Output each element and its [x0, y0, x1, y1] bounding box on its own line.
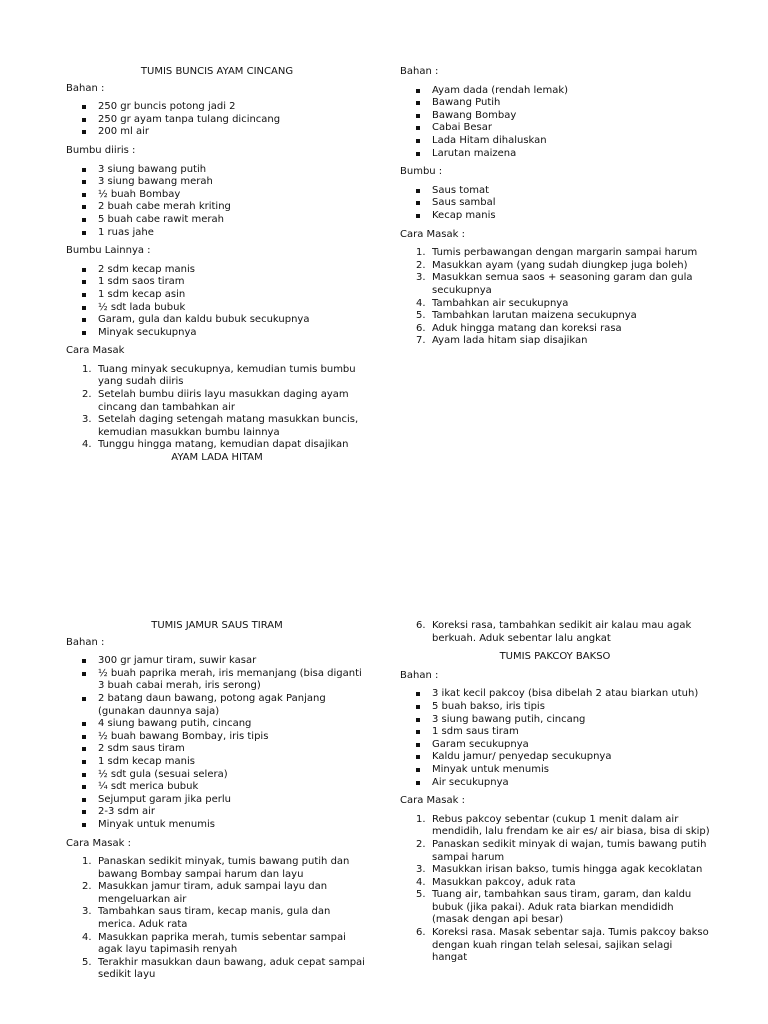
- cara-masak-continued: [400, 620, 710, 645]
- list-item: 3 siung bawang putih, cincang: [400, 714, 710, 727]
- list-item: 4. Masukkan paprika merah, tumis sebentar sampai agak layu tapimasih renyah: [82, 931, 346, 956]
- list-item: 3. Tambahkan saus tiram, kecap manis, gula dan merica. Aduk rata: [82, 906, 331, 931]
- list-item: 250 gr ayam tanpa tulang dicincang: [66, 114, 368, 127]
- list-item: ¼ sdt merica bubuk: [66, 781, 368, 794]
- list-item: ½ sdt lada bubuk: [66, 302, 368, 315]
- list-item: 5 buah bakso, iris tipis: [400, 701, 710, 714]
- cara-masak-list: [400, 814, 710, 965]
- list-item: ½ buah paprika merah, iris memanjang (bisa diganti 3 buah cabai merah, iris serong): [66, 668, 368, 693]
- recipe-ayam-lada-hitam: [400, 66, 710, 348]
- list-item: Kaldu jamur/ penyedap secukupnya: [400, 751, 710, 764]
- bahan-label: Bahan :: [66, 82, 105, 94]
- list-item: 6. Koreksi rasa, tambahkan sedikit air kalau mau agak berkuah. Aduk sebentar lalu angkat: [416, 620, 692, 644]
- list-item: 7. Ayam lada hitam siap disajikan: [416, 335, 588, 347]
- list-item: 2. Masukkan jamur tiram, aduk sampai layu dan mengeluarkan air: [82, 881, 328, 905]
- list-item: Bawang Bombay: [400, 110, 710, 123]
- bumbu-lainnya-label: Bumbu Lainnya :: [66, 245, 151, 257]
- list-item: 5. Tuang air, tambahkan saus tiram, garam, dan kaldu bubuk (jika pakai). Aduk rata biarkan mendididh (masak dengan api besar): [416, 889, 692, 926]
- list-item: Kecap manis: [400, 210, 710, 223]
- list-item: 1 sdm saos tiram: [66, 276, 368, 289]
- list-item: 5. Terakhir masukkan daun bawang, aduk cepat sampai sedikit layu: [82, 956, 365, 981]
- list-item: 1. Tuang minyak secukupnya, kemudian tumis bumbu yang sudah diiris: [82, 363, 356, 388]
- list-item: 2 batang daun bawang, potong agak Panjang (gunakan daunnya saja): [66, 693, 368, 718]
- bahan-label: Bahan :: [400, 669, 439, 681]
- list-item: 1. Tumis perbawangan dengan margarin sampai harum: [416, 247, 698, 259]
- bumbu-diiris-list: [66, 164, 368, 240]
- list-item: 1 sdm saus tiram: [400, 726, 710, 739]
- list-item: 3. Masukkan semua saos + seasoning garam dan gula secukupnya: [416, 272, 693, 296]
- list-item: Bawang Putih: [400, 97, 710, 110]
- list-item: 200 ml air: [66, 126, 368, 139]
- bahan-label: Bahan :: [66, 636, 105, 648]
- list-item: 4. Tambahkan air secukupnya: [416, 297, 569, 309]
- list-item: Air secukupnya: [400, 777, 710, 790]
- bumbu-diiris-label: Bumbu diiris :: [66, 144, 136, 156]
- bahan-list: [66, 655, 368, 831]
- list-item: Saus tomat: [400, 185, 710, 198]
- list-item: Garam secukupnya: [400, 739, 710, 752]
- cara-masak-list: [66, 364, 368, 452]
- list-item: 3 ikat kecil pakcoy (bisa dibelah 2 atau biarkan utuh): [400, 688, 710, 701]
- recipe-tumis-buncis: [66, 66, 368, 465]
- list-item: Sejumput garam jika perlu: [66, 794, 368, 807]
- list-item: 5 buah cabe rawit merah: [66, 214, 368, 227]
- list-item: 2. Panaskan sedikit minyak di wajan, tumis bawang putih sampai harum: [416, 838, 707, 863]
- recipe-title: TUMIS BUNCIS AYAM CINCANG: [140, 66, 294, 77]
- list-item: Minyak secukupnya: [66, 327, 368, 340]
- list-item: 2 buah cabe merah kriting: [66, 201, 368, 214]
- recipe-tumis-jamur: [66, 620, 368, 982]
- list-item: Saus sambal: [400, 197, 710, 210]
- list-item: 1 sdm kecap manis: [66, 756, 368, 769]
- bahan-list: [66, 101, 368, 139]
- list-item: ½ sdt gula (sesuai selera): [66, 769, 368, 782]
- bumbu-lainnya-list: [66, 264, 368, 340]
- list-item: 2 sdm kecap manis: [66, 264, 368, 277]
- list-item: 300 gr jamur tiram, suwir kasar: [66, 655, 368, 668]
- list-item: 1. Panaskan sedikit minyak, tumis bawang putih dan bawang Bombay sampai harum dan layu: [82, 856, 350, 880]
- recipe-tumis-pakcoy: [400, 620, 710, 965]
- list-item: 3. Masukkan irisan bakso, tumis hingga agak kecoklatan: [416, 864, 703, 876]
- bahan-list: [400, 688, 710, 789]
- cara-masak-list: [66, 856, 368, 982]
- list-item: 2-3 sdm air: [66, 806, 368, 819]
- list-item: 4. Tunggu hingga matang, kemudian dapat disajikan: [82, 439, 349, 451]
- recipe-title: TUMIS JAMUR SAUS TIRAM: [151, 620, 283, 631]
- list-item: 2. Setelah bumbu diiris layu masukkan daging ayam cincang dan tambahkan air: [82, 389, 349, 413]
- list-item: 3 siung bawang merah: [66, 176, 368, 189]
- list-item: Minyak untuk menumis: [66, 819, 368, 832]
- recipe-title: TUMIS PAKCOY BAKSO: [499, 651, 611, 663]
- cara-masak-label: Cara Masak: [66, 345, 125, 357]
- cara-masak-label: Cara Masak :: [400, 795, 465, 807]
- bahan-label: Bahan :: [400, 66, 439, 77]
- list-item: 2. Masukkan ayam (yang sudah diungkep juga boleh): [416, 259, 688, 271]
- list-item: 5. Tambahkan larutan maizena secukupnya: [416, 310, 637, 322]
- list-item: Minyak untuk menumis: [400, 764, 710, 777]
- recipe-title: AYAM LADA HITAM: [171, 452, 263, 464]
- list-item: Ayam dada (rendah lemak): [400, 85, 710, 98]
- list-item: 1 sdm kecap asin: [66, 289, 368, 302]
- list-item: 6. Koreksi rasa. Masak sebentar saja. Tumis pakcoy bakso dengan kuah ringan telah selesai, sajikan selagi hangat: [416, 927, 709, 964]
- list-item: 2 sdm saus tiram: [66, 743, 368, 756]
- list-item: Lada Hitam dihaluskan: [400, 135, 710, 148]
- list-item: 6. Aduk hingga matang dan koreksi rasa: [416, 322, 622, 334]
- cara-masak-label: Cara Masak :: [400, 228, 465, 240]
- list-item: ½ buah Bombay: [66, 189, 368, 202]
- list-item: Cabai Besar: [400, 122, 710, 135]
- list-item: 4 siung bawang putih, cincang: [66, 718, 368, 731]
- bahan-list: [400, 85, 710, 161]
- list-item: Larutan maizena: [400, 148, 710, 161]
- list-item: 4. Masukkan pakcoy, aduk rata: [416, 876, 576, 888]
- cara-masak-list: [400, 247, 710, 348]
- cara-masak-label: Cara Masak :: [66, 837, 131, 849]
- list-item: 3. Setelah daging setengah matang masukkan buncis, kemudian masukkan bumbu lainnya: [82, 414, 359, 438]
- list-item: ½ buah bawang Bombay, iris tipis: [66, 731, 368, 744]
- list-item: 250 gr buncis potong jadi 2: [66, 101, 368, 114]
- list-item: 1. Rebus pakcoy sebentar (cukup 1 menit dalam air mendidih, lalu frendam ke air es/ air biasa, bisa di skip): [416, 813, 710, 838]
- list-item: 3 siung bawang putih: [66, 164, 368, 177]
- bumbu-list: [400, 185, 710, 223]
- list-item: Garam, gula dan kaldu bubuk secukupnya: [66, 314, 368, 327]
- list-item: 1 ruas jahe: [66, 227, 368, 240]
- bumbu-label: Bumbu :: [400, 166, 443, 178]
